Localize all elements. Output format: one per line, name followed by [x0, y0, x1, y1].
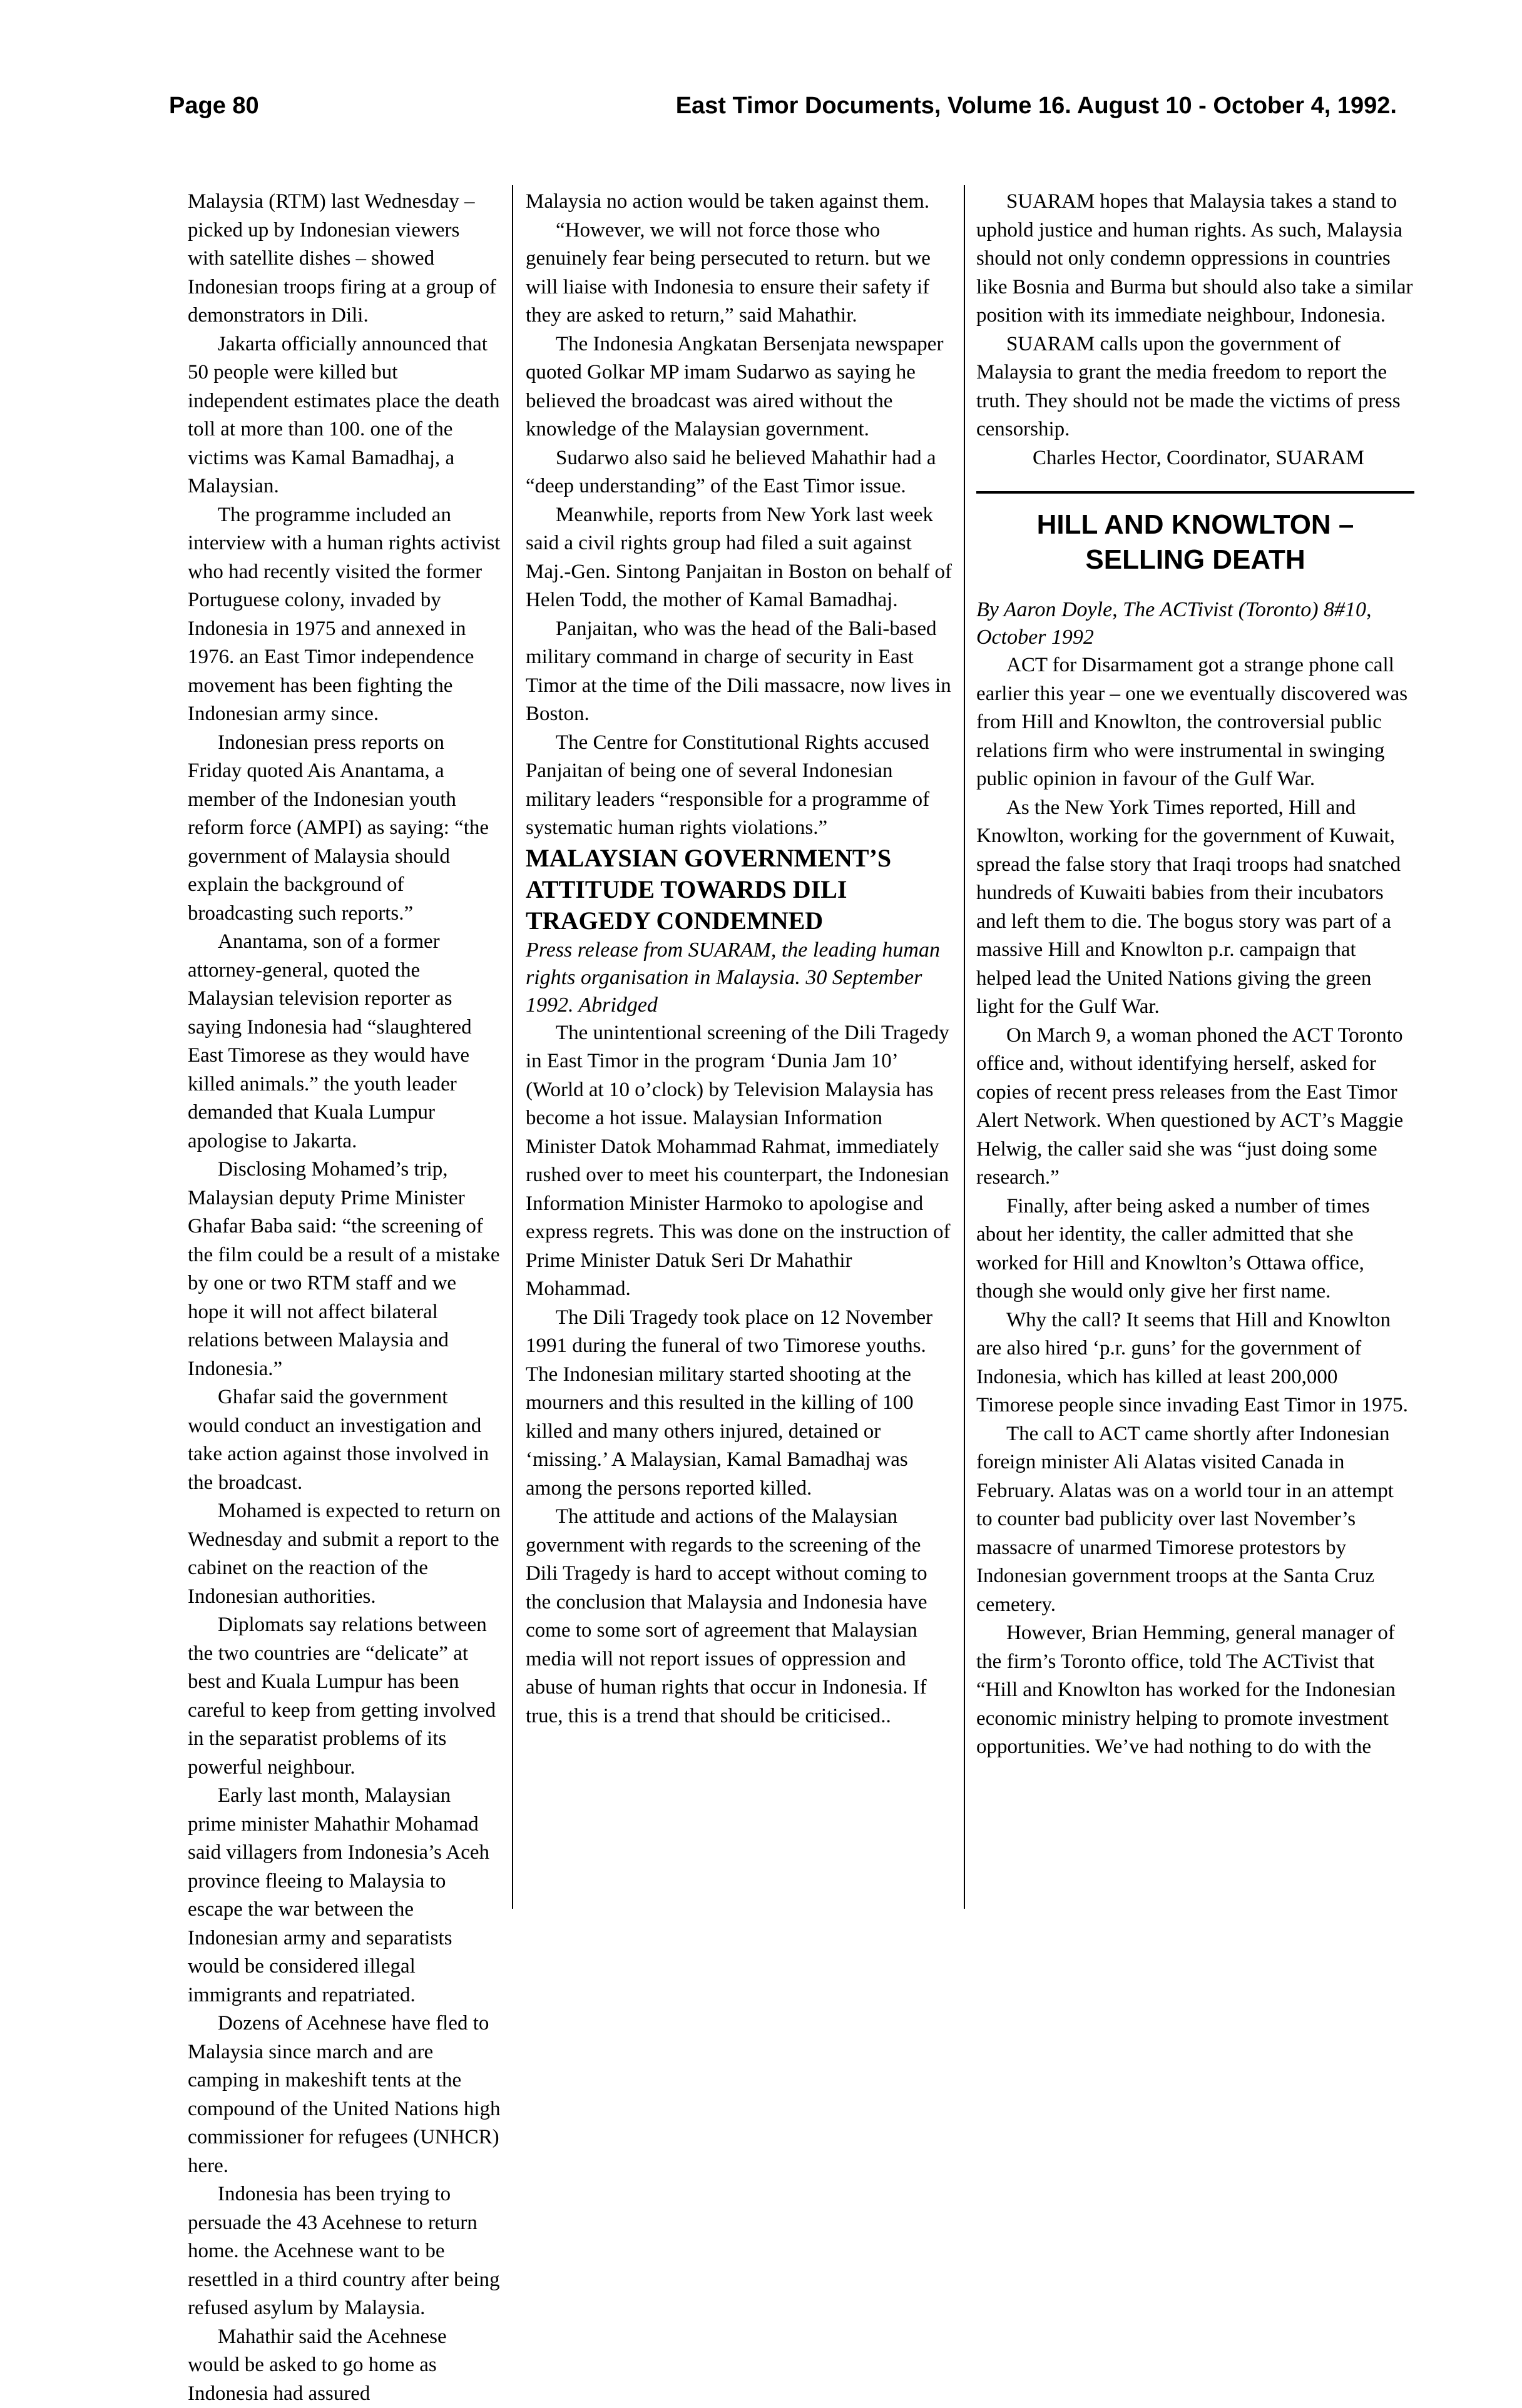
paragraph: Diplomats say relations between the two countries are “delicate” at best and Kuala Lumpur has been careful to keep from getting involved in the separatist problems of its powerful neighbour. — [188, 1611, 501, 1782]
paragraph: Dozens of Acehnese have fled to Malaysia since march and are camping in makeshift tents at the compound of the United Nations high commissioner for refugees (UNHCR) here. — [188, 2009, 501, 2180]
column-2 — [526, 188, 958, 1730]
paragraph: Anantama, son of a former attorney-general, quoted the Malaysian television reporter as saying Indonesia had “slaughtered East Timorese as they would have killed animals.” the youth leader demanded that Kuala Lumpur apologise to Jakarta. — [188, 928, 501, 1156]
column-3 — [976, 188, 1414, 1762]
paragraph: SUARAM hopes that Malaysia takes a stand to uphold justice and human rights. As such, Malaysia should not only condemn oppressions in countries like Bosnia and Burma but should also take a similar position with its immediate neighbour, Indonesia. — [976, 188, 1414, 330]
paragraph: Mohamed is expected to return on Wednesday and submit a report to the cabinet on the reaction of the Indonesian authorities. — [188, 1497, 501, 1611]
signature: Charles Hector, Coordinator, SUARAM — [976, 444, 1414, 473]
column-1 — [188, 188, 501, 2408]
paragraph: Sudarwo also said he believed Mahathir had a “deep understanding” of the East Timor issue. — [526, 444, 958, 501]
paragraph: However, Brian Hemming, general manager of the firm’s Toronto office, told The ACTivist that “Hill and Knowlton has worked for the Indonesian economic ministry helping to promote investment opportunities. We’ve had nothing to do with the — [976, 1619, 1414, 1762]
paragraph: On March 9, a woman phoned the ACT Toronto office and, without identifying herself, asked for copies of recent press releases from the East Timor Alert Network. When questioned by ACT’s Maggie Helwig, the caller said she was “just doing some research.” — [976, 1022, 1414, 1192]
paragraph: The unintentional screening of the Dili Tragedy in East Timor in the program ‘Dunia Jam 10’ (World at 10 o’clock) by Television Malaysia has become a hot issue. Malaysian Information Minister Datok Mohammad Rahmat, immediately rushed over to meet his counterpart, the Indonesian Information Minister Harmoko to apologise and express regrets. This was done on the instruction of Prime Minister Datuk Seri Dr Mahathir Mohammad. — [526, 1019, 958, 1304]
page-number: Page 80 — [169, 93, 259, 119]
paragraph: Mahathir said the Acehnese would be asked to go home as Indonesia had assured — [188, 2323, 501, 2408]
paragraph: As the New York Times reported, Hill and Knowlton, working for the government of Kuwait, spread the false story that Iraqi troops had snatched hundreds of Kuwaiti babies from their incubators and left them to die. The bogus story was part of a massive Hill and Knowlton p.r. campaign that helped lead the United Nations giving the green light for the Gulf War. — [976, 794, 1414, 1022]
paragraph: Finally, after being asked a number of times about her identity, the caller admitted that she worked for Hill and Knowlton’s Ottawa office, though she would only give her first name. — [976, 1192, 1414, 1306]
publication-title: East Timor Documents, Volume 16. August 10 - October 4, 1992. — [676, 93, 1397, 119]
paragraph: Why the call? It seems that Hill and Knowlton are also hired ‘p.r. guns’ for the government of Indonesia, which has killed at least 200,000 Timorese people since invading East Timor in 1975. — [976, 1306, 1414, 1420]
paragraph: Early last month, Malaysian prime minister Mahathir Mohamad said villagers from Indonesia’s Aceh province fleeing to Malaysia to escape the war between the Indonesian army and separatists would be considered illegal immigrants and repatriated. — [188, 1782, 501, 2009]
section-source: Press release from SUARAM, the leading human rights organisation in Malaysia. 30 September 1992. Abridged — [526, 937, 958, 1019]
paragraph: The Centre for Constitutional Rights accused Panjaitan of being one of several Indonesian military leaders “responsible for a programme of systematic human rights violations.” — [526, 729, 958, 843]
paragraph: Meanwhile, reports from New York last week said a civil rights group had filed a suit against Maj.-Gen. Sintong Panjaitan in Boston on behalf of Helen Todd, the mother of Kamal Bamadhaj. — [526, 501, 958, 615]
paragraph: Malaysia no action would be taken against them. — [526, 188, 958, 216]
paragraph: Malaysia (RTM) last Wednesday – picked up by Indonesian viewers with satellite dishes – showed Indonesian troops firing at a group of demonstrators in Dili. — [188, 188, 501, 330]
running-header — [169, 93, 1397, 130]
paragraph: The call to ACT came shortly after Indonesian foreign minister Ali Alatas visited Canada in February. Alatas was on a world tour in an attempt to counter bad publicity over last November’s massacre of unarmed Timorese protestors by Indonesian government troops at the Santa Cruz cemetery. — [976, 1420, 1414, 1620]
paragraph: Indonesia has been trying to persuade the 43 Acehnese to return home. the Acehnese want to be resettled in a third country after being refused asylum by Malaysia. — [188, 2180, 501, 2323]
paragraph: The Dili Tragedy took place on 12 November 1991 during the funeral of two Timorese youths. The Indonesian military started shooting at the mourners and this resulted in the killing of 100 killed and many others injured, detained or ‘missing.’ A Malaysian, Kamal Bamadhaj was among the persons reported killed. — [526, 1304, 958, 1503]
section-rule — [976, 491, 1414, 494]
paragraph: The attitude and actions of the Malaysian government with regards to the screening of the Dili Tragedy is hard to accept without coming to the conclusion that Malaysia and Indonesia have come to some sort of agreement that Malaysian media will not report issues of oppression and abuse of human rights that occur in Indonesia. If true, this is a trend that should be criticised.. — [526, 1503, 958, 1730]
paragraph: SUARAM calls upon the government of Malaysia to grant the media freedom to report the truth. They should not be made the victims of press censorship. — [976, 330, 1414, 444]
byline: By Aaron Doyle, The ACTivist (Toronto) 8#10, October 1992 — [976, 596, 1414, 651]
article-title: HILL AND KNOWLTON – SELLING DEATH — [976, 507, 1414, 577]
paragraph: The Indonesia Angkatan Bersenjata newspaper quoted Golkar MP imam Sudarwo as saying he believed the broadcast was aired without the knowledge of the Malaysian government. — [526, 330, 958, 444]
paragraph: ACT for Disarmament got a strange phone call earlier this year – one we eventually discovered was from Hill and Knowlton, the controversial public relations firm who were instrumental in swinging public opinion in favour of the Gulf War. — [976, 651, 1414, 794]
column-divider-left — [512, 185, 513, 1909]
column-divider-right — [964, 185, 965, 1909]
paragraph: The programme included an interview with a human rights activist who had recently visited the former Portuguese colony, invaded by Indonesia in 1975 and annexed in 1976. an East Timor independence movement has been fighting the Indonesian army since. — [188, 501, 501, 729]
paragraph: Disclosing Mohamed’s trip, Malaysian deputy Prime Minister Ghafar Baba said: “the screening of the film could be a result of a mistake by one or two RTM staff and we hope it will not affect bilateral relations between Malaysia and Indonesia.” — [188, 1156, 501, 1383]
paragraph: Indonesian press reports on Friday quoted Ais Anantama, a member of the Indonesian youth reform force (AMPI) as saying: “the government of Malaysia should explain the background of broadcasting such reports.” — [188, 729, 501, 928]
paragraph: “However, we will not force those who genuinely fear being persecuted to return. but we will liaise with Indonesia to ensure their safety if they are asked to return,” said Mahathir. — [526, 216, 958, 330]
paragraph: Jakarta officially announced that 50 people were killed but independent estimates place the death toll at more than 100. one of the victims was Kamal Bamadhaj, a Malaysian. — [188, 330, 501, 501]
paragraph: Ghafar said the government would conduct an investigation and take action against those involved in the broadcast. — [188, 1383, 501, 1497]
paragraph: Panjaitan, who was the head of the Bali-based military command in charge of security in East Timor at the time of the Dili massacre, now lives in Boston. — [526, 615, 958, 729]
section-title: MALAYSIAN GOVERNMENT’S ATTITUDE TOWARDS DILI TRAGEDY CONDEMNED — [526, 843, 958, 937]
